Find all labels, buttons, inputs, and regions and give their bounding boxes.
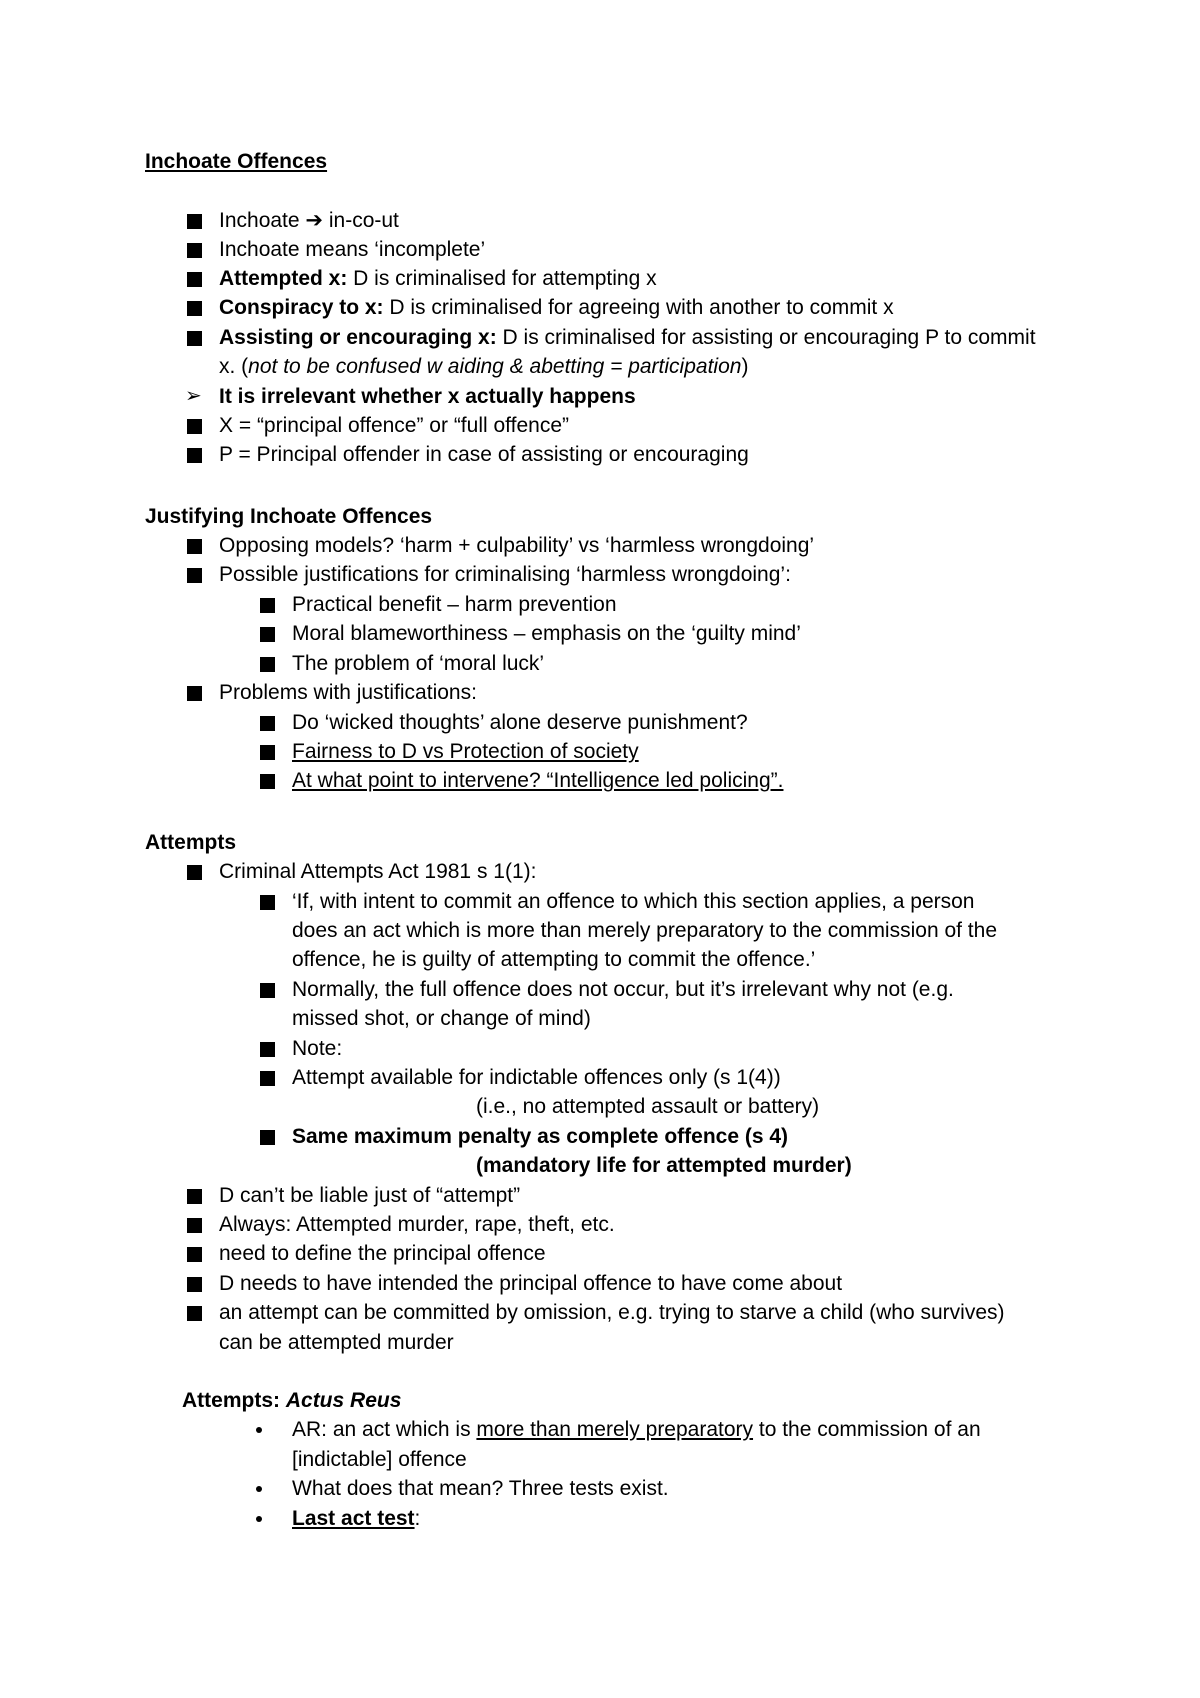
page-title: Inchoate Offences (145, 150, 328, 173)
sub-list-item: Normally, the full offence does not occur, but it’s irrelevant why not (e.g. (260, 977, 954, 1003)
square-bullet-icon (187, 1306, 202, 1321)
list-item: an attempt can be committed by omission, e.g. trying to starve a child (who survives) (187, 1300, 1005, 1326)
square-bullet-icon (260, 598, 275, 613)
sub-list-note: (mandatory life for attempted murder) (476, 1154, 852, 1177)
square-bullet-icon (187, 568, 202, 583)
dot-list-item-continuation: [indictable] offence (292, 1448, 467, 1471)
sub-list-item: Moral blameworthiness – emphasis on the ‘guilty mind’ (260, 621, 801, 647)
section-heading-justifying: Justifying Inchoate Offences (145, 505, 433, 528)
square-bullet-icon (260, 983, 275, 998)
dot-bullet-icon (256, 1516, 262, 1522)
sub-list-item: ‘If, with intent to commit an offence to which this section applies, a person (260, 889, 974, 915)
square-bullet-icon (260, 1071, 275, 1086)
dot-bullet-icon (256, 1427, 262, 1433)
sub-list-item: Practical benefit – harm prevention (260, 592, 617, 618)
list-item: Always: Attempted murder, rape, theft, etc. (187, 1212, 615, 1238)
dot-list-item: What does that mean? Three tests exist. (256, 1476, 669, 1502)
sub-list-item-continuation: does an act which is more than merely preparatory to the commission of the (292, 919, 997, 942)
list-item-continuation: can be attempted murder (219, 1331, 454, 1354)
square-bullet-icon (260, 657, 275, 672)
sub-list-item-continuation: missed shot, or change of mind) (292, 1007, 591, 1030)
list-item: Inchoate ➔ in-co-ut (187, 208, 399, 234)
square-bullet-icon (187, 1218, 202, 1233)
sub-list-item: Attempt available for indictable offences only (s 1(4)) (260, 1065, 781, 1091)
square-bullet-icon (187, 865, 202, 880)
square-bullet-icon (260, 1130, 275, 1145)
square-bullet-icon (187, 272, 202, 287)
sub-list-item: The problem of ‘moral luck’ (260, 651, 544, 677)
square-bullet-icon (187, 243, 202, 258)
right-arrow-icon: ➔ (305, 209, 324, 232)
dot-list-item: AR: an act which is more than merely preparatory to the commission of an (256, 1417, 981, 1443)
square-bullet-icon (187, 1277, 202, 1292)
dot-bullet-icon (256, 1486, 262, 1492)
sub-list-item: Do ‘wicked thoughts’ alone deserve punishment? (260, 710, 748, 736)
arrowhead-bullet-icon: ➢ (185, 385, 202, 407)
square-bullet-icon (260, 627, 275, 642)
sub-list-item: Fairness to D vs Protection of society (260, 739, 639, 765)
square-bullet-icon (187, 1247, 202, 1262)
list-item: D needs to have intended the principal offence to have come about (187, 1271, 842, 1297)
list-item: need to define the principal offence (187, 1241, 546, 1267)
list-item: Criminal Attempts Act 1981 s 1(1): (187, 859, 536, 885)
square-bullet-icon (187, 448, 202, 463)
list-item: Inchoate means ‘incomplete’ (187, 237, 485, 263)
square-bullet-icon (260, 895, 275, 910)
list-item: P = Principal offender in case of assisting or encouraging (187, 442, 749, 468)
list-item: D can’t be liable just of “attempt” (187, 1183, 520, 1209)
square-bullet-icon (187, 1189, 202, 1204)
list-item: Assisting or encouraging x: D is criminalised for assisting or encouraging P to commit (187, 325, 1036, 351)
section-heading-actus-reus: Attempts: Actus Reus (182, 1389, 402, 1412)
sub-list-item: Same maximum penalty as complete offence (s 4) (260, 1124, 788, 1150)
list-item: X = “principal offence” or “full offence” (187, 413, 569, 439)
list-item-continuation: x. (not to be confused w aiding & abetting = participation) (219, 355, 749, 378)
square-bullet-icon (260, 774, 275, 789)
square-bullet-icon (260, 716, 275, 731)
list-item: Conspiracy to x: D is criminalised for agreeing with another to commit x (187, 295, 894, 321)
sub-list-item: At what point to intervene? “Intelligence led policing”. (260, 768, 783, 794)
sub-list-note: (i.e., no attempted assault or battery) (476, 1095, 820, 1118)
square-bullet-icon (260, 745, 275, 760)
square-bullet-icon (187, 301, 202, 316)
dot-list-item: Last act test: (256, 1506, 420, 1532)
square-bullet-icon (187, 419, 202, 434)
sub-list-item: Note: (260, 1036, 342, 1062)
list-item: Opposing models? ‘harm + culpability’ vs ‘harmless wrongdoing’ (187, 533, 814, 559)
list-item: Attempted x: D is criminalised for attempting x (187, 266, 657, 292)
square-bullet-icon (187, 686, 202, 701)
square-bullet-icon (187, 331, 202, 346)
square-bullet-icon (260, 1042, 275, 1057)
list-item: Possible justifications for criminalising ‘harmless wrongdoing’: (187, 562, 791, 588)
list-item: Problems with justifications: (187, 680, 477, 706)
sub-list-item-continuation: offence, he is guilty of attempting to commit the offence.’ (292, 948, 816, 971)
square-bullet-icon (187, 539, 202, 554)
section-heading-attempts: Attempts (145, 831, 237, 854)
square-bullet-icon (187, 214, 202, 229)
list-item: ➢ It is irrelevant whether x actually happens (185, 385, 636, 408)
